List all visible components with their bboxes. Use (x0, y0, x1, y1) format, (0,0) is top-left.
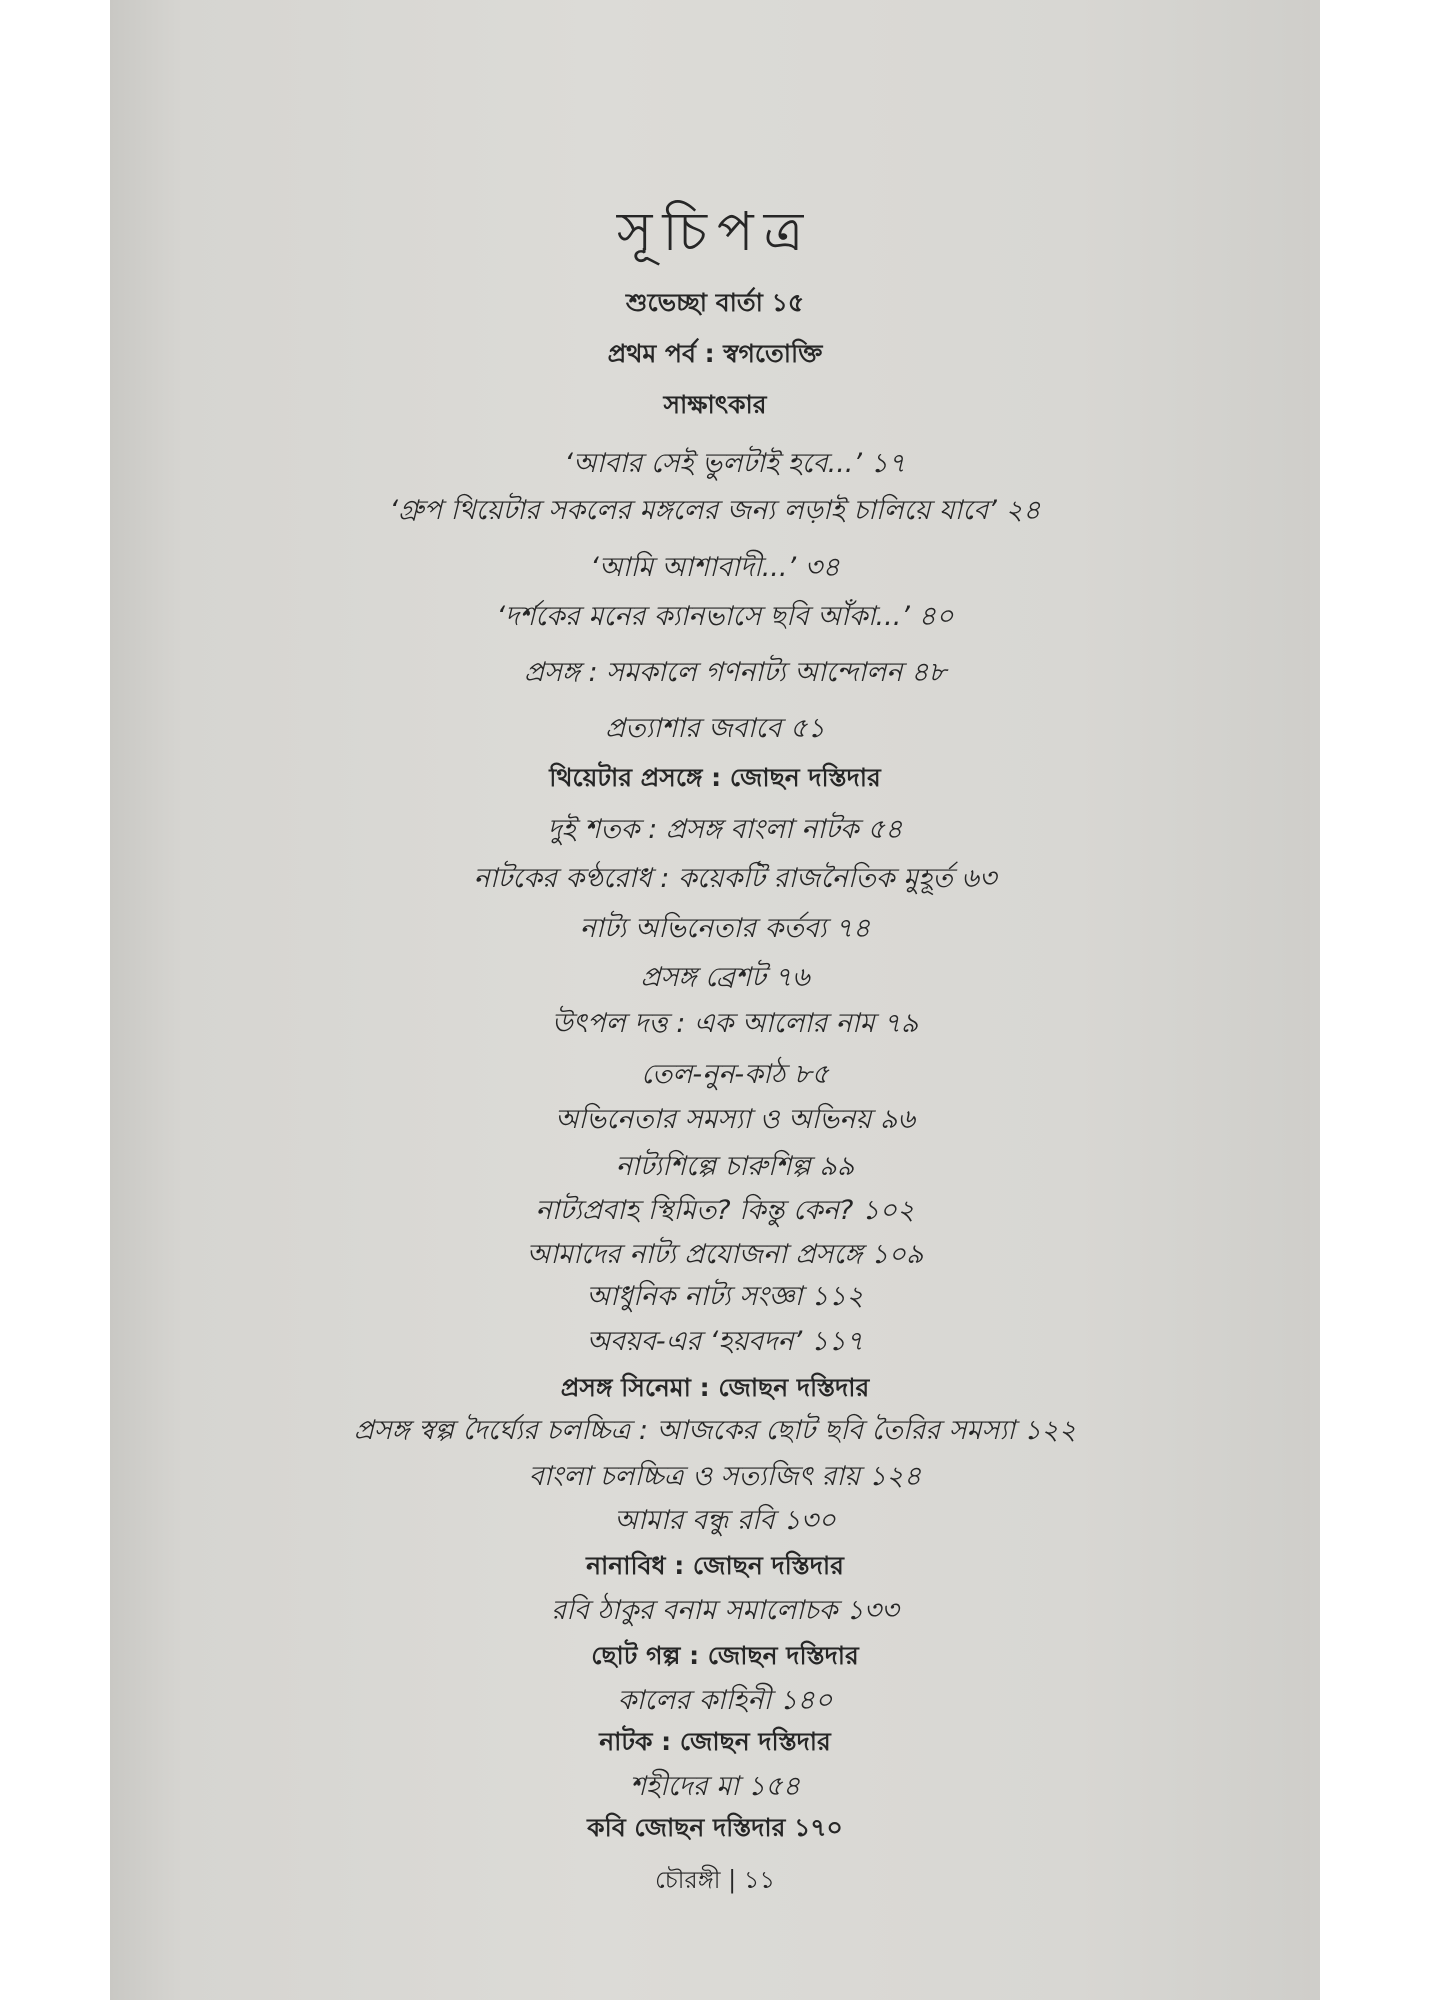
toc-entry: ‘আমি আশাবাদী...’ ৩৪ (590, 552, 840, 583)
toc-entry: উৎপল দত্ত : এক আলোর নাম ৭৯ (551, 1008, 919, 1039)
toc-entry: বাংলা চলচ্চিত্র ও সত্যজিৎ রায় ১২৪ (528, 1461, 922, 1492)
section-heading: নানাবিধ : জোছন দস্তিদার (586, 1551, 844, 1580)
page-footer: চৌরঙ্গী | ১১ (654, 1866, 776, 1894)
section-heading: নাটক : জোছন দস্তিদার (599, 1727, 831, 1756)
toc-entry: প্রসঙ্গ স্বল্প দৈর্ঘ্যের চলচ্চিত্র : আজকের ছোট ছবি তৈরির সমস্যা ১২২ (353, 1415, 1077, 1446)
toc-entry: কালের কাহিনী ১৪০ (617, 1685, 833, 1716)
toc-entry: প্রসঙ্গ : সমকালে গণনাট্য আন্দোলন ৪৮ (523, 657, 947, 688)
section-heading: ছোট গল্প : জোছন দস্তিদার (591, 1641, 859, 1670)
toc-entry: প্রসঙ্গ ব্রেশট ৭৬ (640, 962, 810, 993)
toc-entry: আধুনিক নাট্য সংজ্ঞা ১১২ (586, 1281, 864, 1312)
toc-entry: অভিনেতার সমস্যা ও অভিনয় ৯৬ (555, 1104, 915, 1135)
toc-entry: প্রত্যাশার জবাবে ৫১ (605, 713, 825, 744)
section-heading: প্রসঙ্গ সিনেমা : জোছন দস্তিদার (560, 1373, 870, 1402)
toc-entry: নাট্যপ্রবাহ স্থিমিত? কিন্তু কেন? ১০২ (535, 1195, 915, 1226)
toc-entry: নাট্যশিল্পে চারুশিল্প ৯৯ (615, 1151, 855, 1182)
section-heading: সাক্ষাৎকার (663, 390, 767, 419)
section-heading: কবি জোছন দস্তিদার ১৭০ (587, 1813, 843, 1842)
section-heading: প্রথম পর্ব : স্বগতোক্তি (607, 339, 823, 368)
toc-entry: ‘দর্শকের মনের ক্যানভাসে ছবি আঁকা...’ ৪০ (496, 601, 954, 632)
toc-entry: আমার বন্ধু রবি ১৩০ (614, 1505, 836, 1536)
toc-entry: তেল-নুন-কাঠ ৮৫ (641, 1059, 829, 1090)
toc-entry: নাটকের কণ্ঠরোধ : কয়েকটি রাজনৈতিক মুহূর্ত ৬৩ (473, 863, 997, 894)
toc-entry: অবয়ব-এর ‘হয়বদন’ ১১৭ (586, 1326, 864, 1357)
toc-entry: রবি ঠাকুর বনাম সমালোচক ১৩৩ (551, 1595, 899, 1626)
table-of-contents (110, 0, 1320, 2000)
toc-entry: দুই শতক : প্রসঙ্গ বাংলা নাটক ৫৪ (547, 814, 903, 845)
page-title: সূচিপত্র (616, 200, 814, 263)
toc-entry: ‘গ্রুপ থিয়েটার সকলের মঙ্গলের জন্য লড়াই চালিয়ে যাবে’ ২৪ (389, 495, 1041, 526)
toc-entry: ‘আবার সেই ভুলটাই হবে...’ ১৭ (564, 448, 906, 479)
toc-entry: আমাদের নাট্য প্রযোজনা প্রসঙ্গে ১০৯ (526, 1239, 924, 1270)
section-heading: শুভেচ্ছা বার্তা ১৫ (625, 288, 805, 317)
book-page (110, 0, 1320, 2000)
section-heading: থিয়েটার প্রসঙ্গে : জোছন দস্তিদার (549, 763, 881, 792)
toc-entry: শহীদের মা ১৫৪ (629, 1771, 801, 1802)
toc-entry: নাট্য অভিনেতার কর্তব্য ৭৪ (579, 913, 871, 944)
